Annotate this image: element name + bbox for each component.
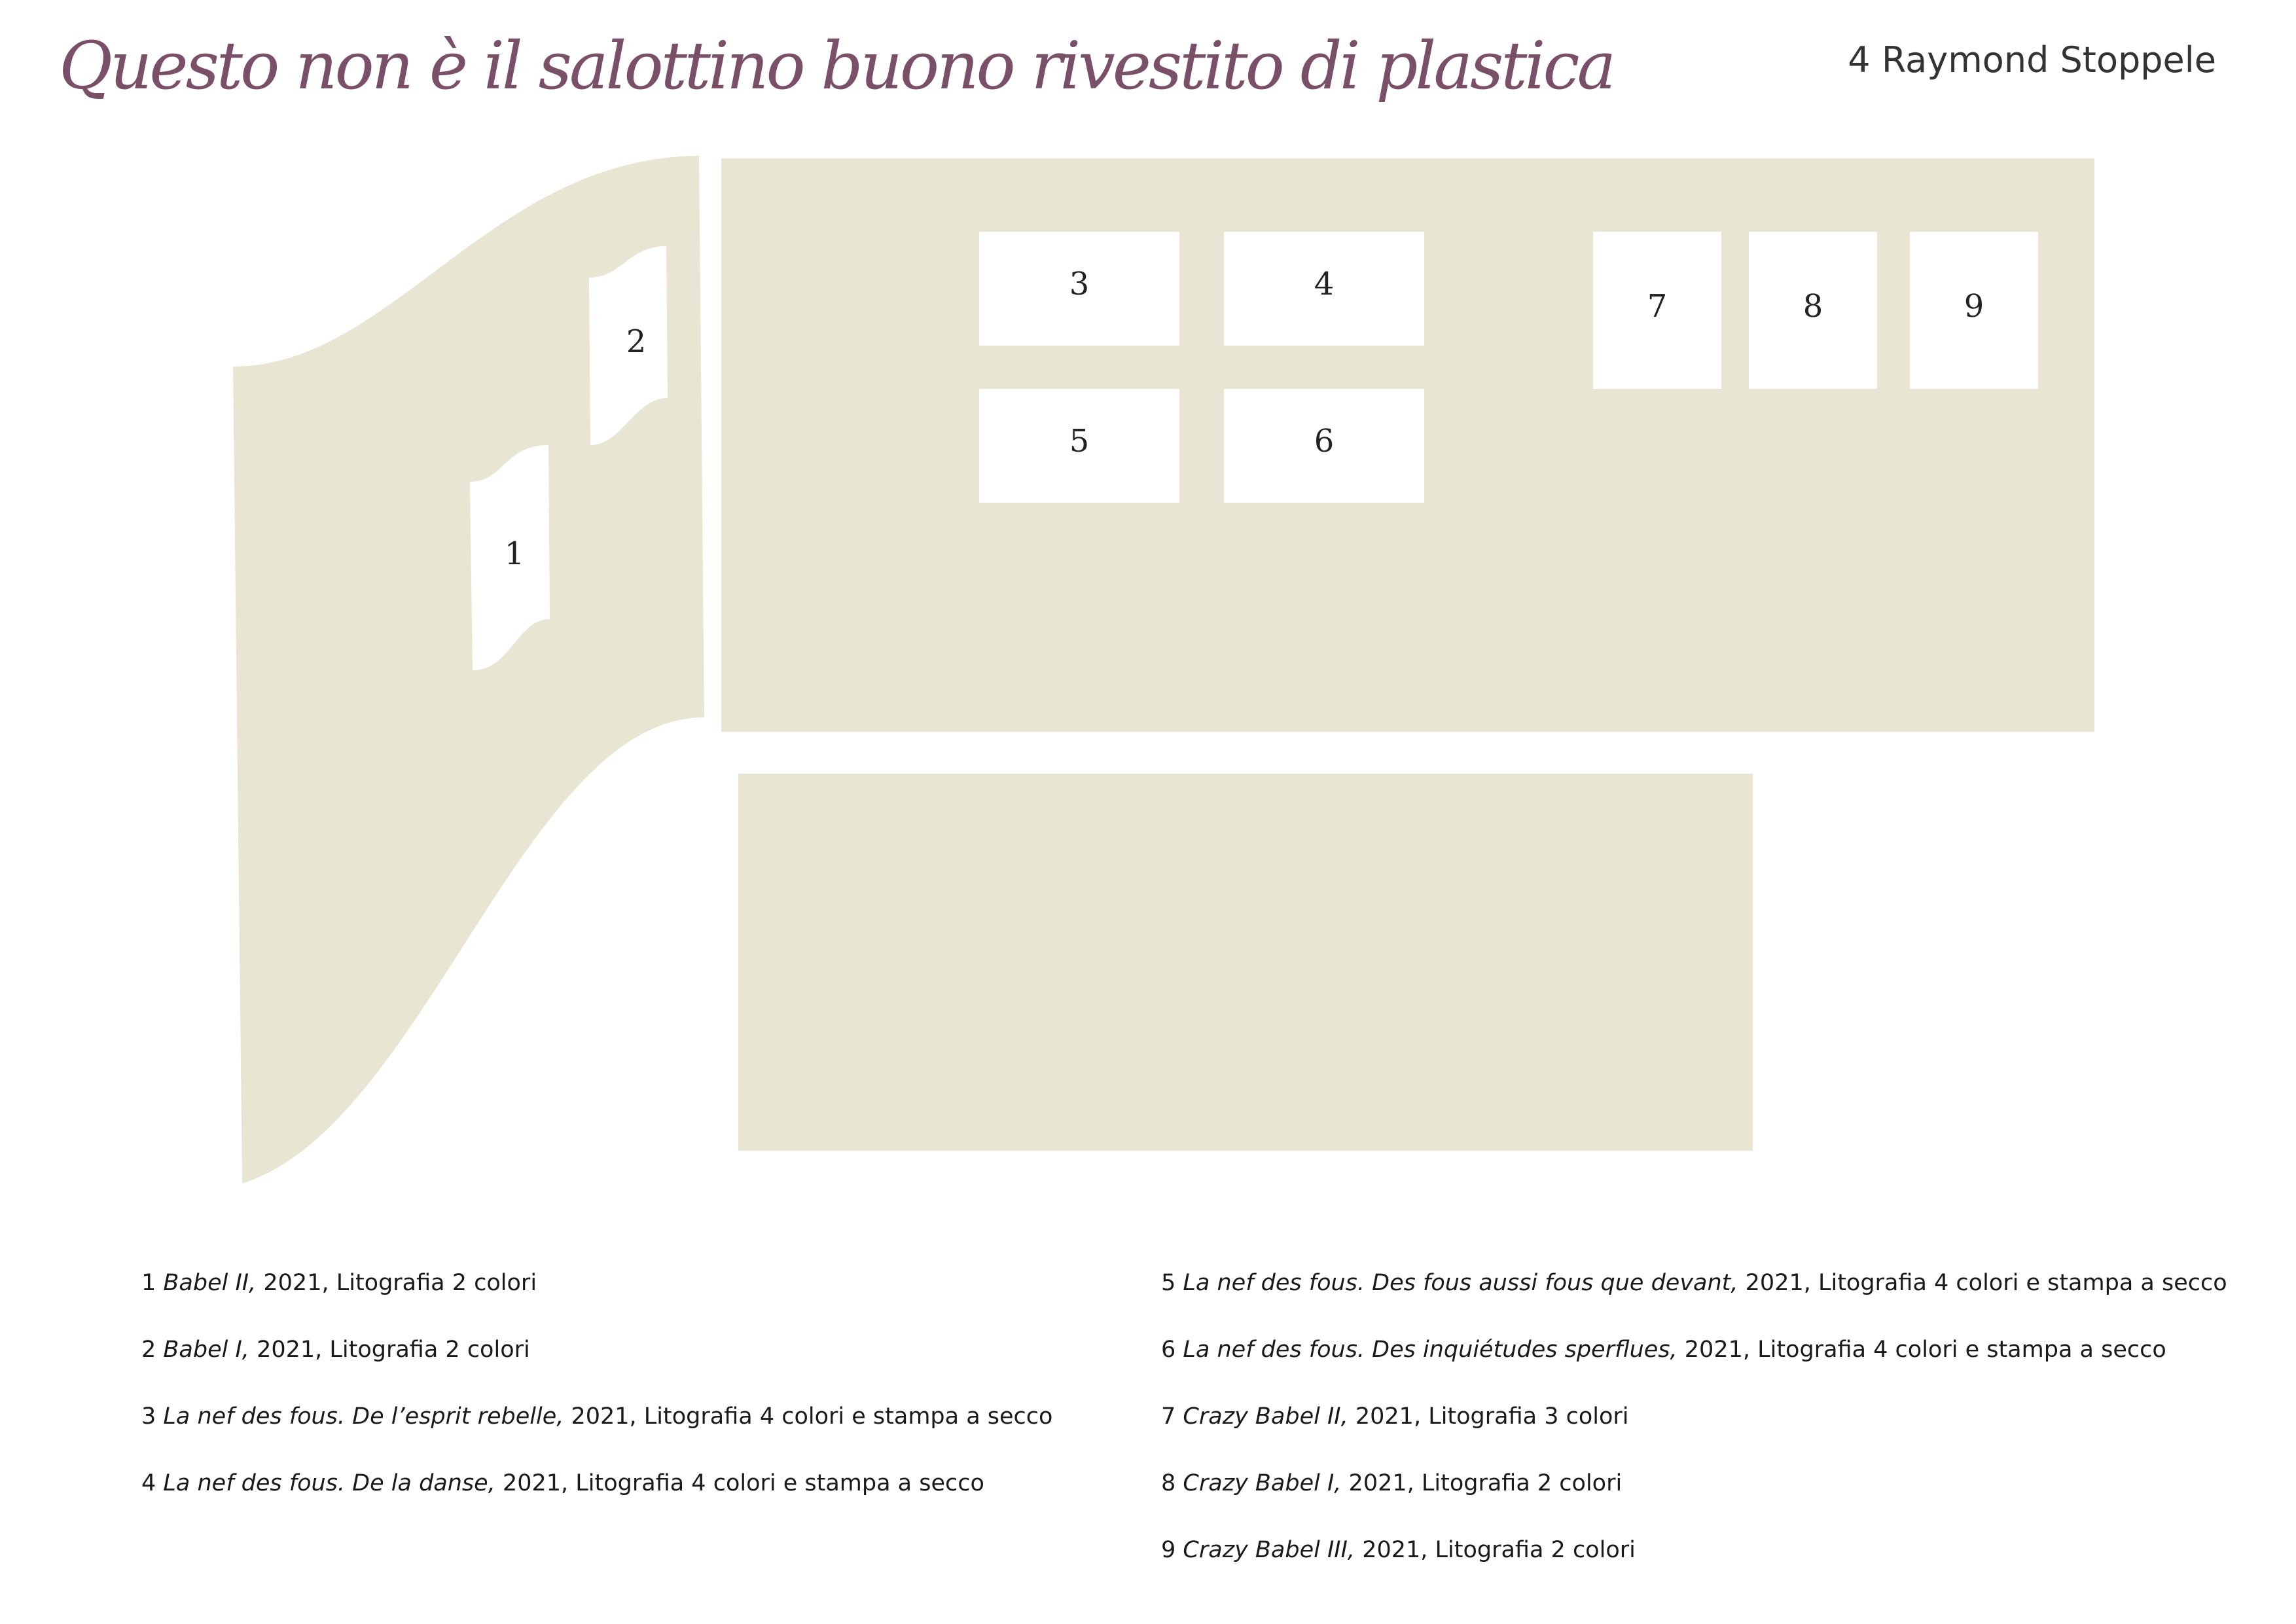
marker-3: 3 [1069, 266, 1090, 302]
page-title: Questo non è il salottino buono rivestito di plastica [59, 27, 1614, 104]
marker-6: 6 [1314, 423, 1335, 460]
caption-4: 4 La nef des fous. De la danse, 2021, Litografia 4 colori e stampa a secco [141, 1470, 984, 1496]
caption-8: 8 Crazy Babel I, 2021, Litografia 2 colori [1161, 1470, 1623, 1496]
caption-2: 2 Babel I, 2021, Litografia 2 colori [141, 1337, 530, 1363]
marker-9: 9 [1964, 288, 1984, 325]
caption-3: 3 La nef des fous. De l’esprit rebelle, 2021, Litografia 4 colori e stampa a secco [141, 1403, 1053, 1430]
caption-1: 1 Babel II, 2021, Litografia 2 colori [141, 1270, 537, 1296]
captions-left [141, 1270, 1052, 1537]
captions-right [1161, 1270, 2227, 1604]
caption-6: 6 La nef des fous. Des inquiétudes sperflues, 2021, Litografia 4 colori e stampa a secco [1161, 1337, 2166, 1363]
caption-7: 7 Crazy Babel II, 2021, Litografia 3 colori [1161, 1403, 1629, 1430]
marker-1: 1 [504, 535, 525, 572]
lower-wall [738, 774, 1753, 1151]
caption-5: 5 La nef des fous. Des fous aussi fous que devant, 2021, Litografia 4 colori e stampa a secco [1161, 1270, 2227, 1296]
room-label: 4 Raymond Stoppele [1848, 39, 2216, 81]
caption-9: 9 Crazy Babel III, 2021, Litografia 2 colori [1161, 1537, 1636, 1563]
marker-4: 4 [1314, 266, 1335, 302]
marker-7: 7 [1647, 288, 1668, 325]
marker-5: 5 [1069, 423, 1090, 460]
marker-8: 8 [1803, 288, 1823, 325]
marker-2: 2 [626, 323, 647, 360]
